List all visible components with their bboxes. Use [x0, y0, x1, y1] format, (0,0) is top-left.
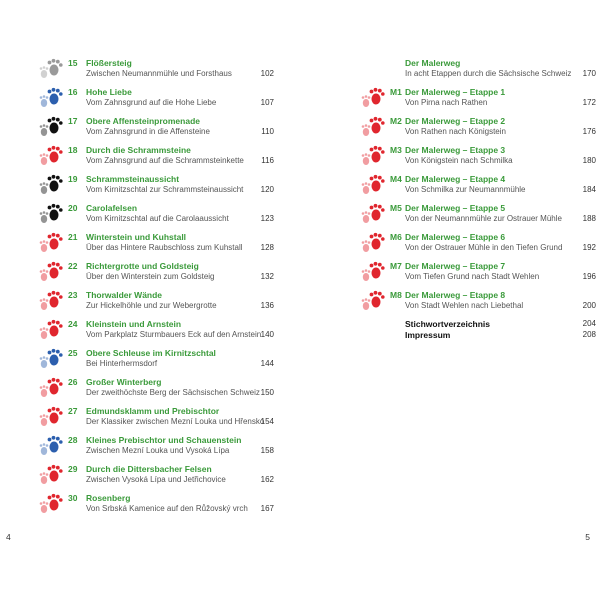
page-ref: 162	[260, 475, 274, 484]
tour-title: Der Malerweg – Etappe 5	[405, 203, 506, 213]
tour-title: Kleines Prebischtor und Schauenstein	[86, 435, 242, 445]
tour-subtitle: Von Rathen nach Königstein	[405, 127, 506, 136]
toc-entry[interactable]	[360, 261, 596, 290]
extra-title: Stichwortverzeichnis	[405, 319, 491, 329]
paw-icon	[360, 261, 386, 285]
paw-icon	[360, 145, 386, 169]
page-ref: 123	[260, 214, 274, 223]
toc-entry[interactable]	[38, 203, 274, 232]
paw-icon	[38, 232, 64, 256]
tour-title: Der Malerweg – Etappe 7	[405, 261, 506, 271]
page-ref: 107	[260, 98, 274, 107]
tour-subtitle: Vom Kirnitzschtal auf die Carolaaussicht	[86, 214, 229, 223]
tour-title: Der Malerweg – Etappe 6	[405, 232, 506, 242]
page-ref: 167	[260, 504, 274, 513]
tour-title: Schrammsteinaussicht	[86, 174, 180, 184]
tour-title: Edmundsklamm und Prebischtor	[86, 406, 220, 416]
toc-entry[interactable]	[360, 58, 596, 87]
toc-entry-extra[interactable]	[360, 319, 596, 330]
tour-number: M4	[390, 174, 402, 184]
tour-title: Richtergrotte und Goldsteig	[86, 261, 199, 271]
page-ref: 136	[260, 301, 274, 310]
toc-entry[interactable]	[38, 174, 274, 203]
toc-entry[interactable]	[360, 232, 596, 261]
tour-number: 17	[68, 116, 78, 126]
tour-number: 18	[68, 145, 78, 155]
tour-subtitle: Vom Parkplatz Sturmbauers Eck auf den Arnstein	[86, 330, 262, 339]
page-ref: 204	[582, 319, 596, 328]
paw-icon	[360, 116, 386, 140]
page-ref: 116	[261, 156, 274, 165]
tour-number: 26	[68, 377, 78, 387]
page-ref: 110	[261, 127, 274, 136]
tour-subtitle: Von Schmilka zur Neumannmühle	[405, 185, 526, 194]
toc-entry[interactable]	[38, 58, 274, 87]
tour-subtitle: Von der Neumannmühle zur Ostrauer Mühle	[405, 214, 562, 223]
tour-title: Kleinstein und Arnstein	[86, 319, 182, 329]
toc-entry[interactable]	[38, 87, 274, 116]
tour-title: Obere Schleuse im Kirnitzschtal	[86, 348, 216, 358]
tour-number: M1	[390, 87, 402, 97]
paw-icon	[38, 174, 64, 198]
tour-number: M7	[390, 261, 402, 271]
page-ref: 172	[582, 98, 596, 107]
tour-subtitle: Von der Ostrauer Mühle in den Tiefen Grund	[405, 243, 563, 252]
paw-icon	[38, 406, 64, 430]
paw-icon	[360, 174, 386, 198]
toc-entry[interactable]	[38, 435, 274, 464]
tour-subtitle: Von Srbská Kamenice auf den Růžovský vrch	[86, 504, 248, 513]
toc-entry[interactable]	[360, 145, 596, 174]
paw-icon	[38, 290, 64, 314]
paw-icon	[38, 464, 64, 488]
page-number-right: 5	[585, 532, 590, 542]
tour-number: 28	[68, 435, 78, 445]
tour-number: 23	[68, 290, 78, 300]
tour-subtitle: Zwischen Neumannmühle und Forsthaus	[86, 69, 232, 78]
tour-number: 24	[68, 319, 78, 329]
toc-entry[interactable]	[360, 203, 596, 232]
page-ref: 150	[260, 388, 274, 397]
extra-title: Impressum	[405, 330, 451, 340]
tour-number: M3	[390, 145, 402, 155]
page-ref: 184	[582, 185, 596, 194]
toc-entry[interactable]	[360, 87, 596, 116]
tour-number: M8	[390, 290, 402, 300]
tour-subtitle: Der zweithöchste Berg der Sächsischen Schweiz	[86, 388, 260, 397]
toc-entry[interactable]	[38, 377, 274, 406]
tour-title: Der Malerweg – Etappe 8	[405, 290, 506, 300]
page-ref: 170	[582, 69, 596, 78]
tour-title: Obere Affensteinpromenade	[86, 116, 200, 126]
paw-icon	[38, 203, 64, 227]
paw-icon	[360, 232, 386, 256]
toc-entry[interactable]	[38, 348, 274, 377]
page-ref: 120	[260, 185, 274, 194]
page-ref: 180	[582, 156, 596, 165]
tour-subtitle: Vom Zahnsgrund auf die Hohe Liebe	[86, 98, 217, 107]
tour-title: Flößersteig	[86, 58, 132, 68]
paw-icon	[38, 145, 64, 169]
tour-number: 22	[68, 261, 78, 271]
toc-entry[interactable]	[38, 406, 274, 435]
toc-entry[interactable]	[38, 319, 274, 348]
tour-title: Großer Winterberg	[86, 377, 162, 387]
tour-subtitle: Zwischen Vysoká Lípa und Jetřichovice	[86, 475, 226, 484]
tour-number: 15	[68, 58, 78, 68]
page-ref: 128	[260, 243, 274, 252]
page-ref: 144	[260, 359, 274, 368]
toc-entry[interactable]	[38, 290, 274, 319]
tour-number: M2	[390, 116, 402, 126]
tour-subtitle: Bei Hinterhermsdorf	[86, 359, 158, 368]
tour-number: M5	[390, 203, 402, 213]
paw-icon	[38, 58, 64, 82]
tour-number: 21	[68, 232, 78, 242]
paw-icon	[38, 319, 64, 343]
paw-icon	[360, 87, 386, 111]
tour-number: 30	[68, 493, 78, 503]
paw-icon	[360, 203, 386, 227]
page-ref: 196	[582, 272, 596, 281]
tour-subtitle: Vom Zahnsgrund auf die Schrammsteinkette	[86, 156, 244, 165]
tour-title: Hohe Liebe	[86, 87, 132, 97]
paw-icon	[360, 290, 386, 314]
tour-title: Der Malerweg – Etappe 3	[405, 145, 506, 155]
toc-right-column	[360, 58, 596, 341]
paw-icon	[38, 377, 64, 401]
tour-title: Der Malerweg – Etappe 4	[405, 174, 506, 184]
tour-subtitle: Über das Hintere Raubschloss zum Kuhstall	[86, 243, 243, 252]
paw-icon	[38, 261, 64, 285]
tour-number: 16	[68, 87, 78, 97]
toc-entry[interactable]	[38, 232, 274, 261]
tour-title: Carolafelsen	[86, 203, 138, 213]
tour-title: Der Malerweg	[405, 58, 461, 68]
toc-entry[interactable]	[360, 174, 596, 203]
tour-subtitle: Von Pirna nach Rathen	[405, 98, 488, 107]
toc-entry[interactable]	[38, 261, 274, 290]
page-ref: 140	[260, 330, 274, 339]
tour-number: 19	[68, 174, 78, 184]
tour-number: 27	[68, 406, 78, 416]
tour-title: Der Malerweg – Etappe 1	[405, 87, 506, 97]
tour-title: Thorwalder Wände	[86, 290, 163, 300]
toc-entry[interactable]	[38, 145, 274, 174]
page-number-left: 4	[6, 532, 11, 542]
paw-icon	[38, 435, 64, 459]
tour-subtitle: In acht Etappen durch die Sächsische Schweiz	[405, 69, 572, 78]
tour-number: 25	[68, 348, 78, 358]
toc-entry[interactable]	[360, 116, 596, 145]
toc-entry-extra[interactable]	[360, 330, 596, 341]
tour-subtitle: Der Klassiker zwischen Mezní Louka und Hřensko	[86, 417, 265, 426]
tour-title: Rosenberg	[86, 493, 131, 503]
page-ref: 192	[582, 243, 596, 252]
page-ref: 188	[582, 214, 596, 223]
paw-icon	[38, 116, 64, 140]
tour-title: Durch die Schrammsteine	[86, 145, 191, 155]
toc-entry[interactable]	[360, 290, 596, 319]
paw-icon	[38, 348, 64, 372]
toc-left-column	[38, 58, 274, 522]
tour-subtitle: Von Stadt Wehlen nach Liebethal	[405, 301, 524, 310]
paw-icon	[38, 493, 64, 517]
page-ref: 208	[582, 330, 596, 339]
page-ref: 158	[260, 446, 274, 455]
toc-entry[interactable]	[38, 464, 274, 493]
tour-subtitle: Zur Hickelhöhle und zur Webergrotte	[86, 301, 217, 310]
toc-entry[interactable]	[38, 493, 274, 522]
page-ref: 154	[260, 417, 274, 426]
tour-subtitle: Vom Kirnitzschtal zur Schrammsteinaussicht	[86, 185, 244, 194]
tour-title: Winterstein und Kuhstall	[86, 232, 187, 242]
tour-subtitle: Von Königstein nach Schmilka	[405, 156, 513, 165]
tour-number: 20	[68, 203, 78, 213]
tour-subtitle: Vom Zahnsgrund in die Affensteine	[86, 127, 210, 136]
paw-icon	[38, 87, 64, 111]
tour-subtitle: Zwischen Mezní Louka und Vysoká Lípa	[86, 446, 230, 455]
page-ref: 132	[260, 272, 274, 281]
tour-title: Der Malerweg – Etappe 2	[405, 116, 506, 126]
tour-subtitle: Vom Tiefen Grund nach Stadt Wehlen	[405, 272, 540, 281]
toc-entry[interactable]	[38, 116, 274, 145]
page-ref: 200	[582, 301, 596, 310]
tour-subtitle: Über den Winterstein zum Goldsteig	[86, 272, 215, 281]
tour-number: 29	[68, 464, 78, 474]
page-ref: 176	[582, 127, 596, 136]
page-ref: 102	[260, 69, 274, 78]
tour-number: M6	[390, 232, 402, 242]
tour-title: Durch die Dittersbacher Felsen	[86, 464, 212, 474]
